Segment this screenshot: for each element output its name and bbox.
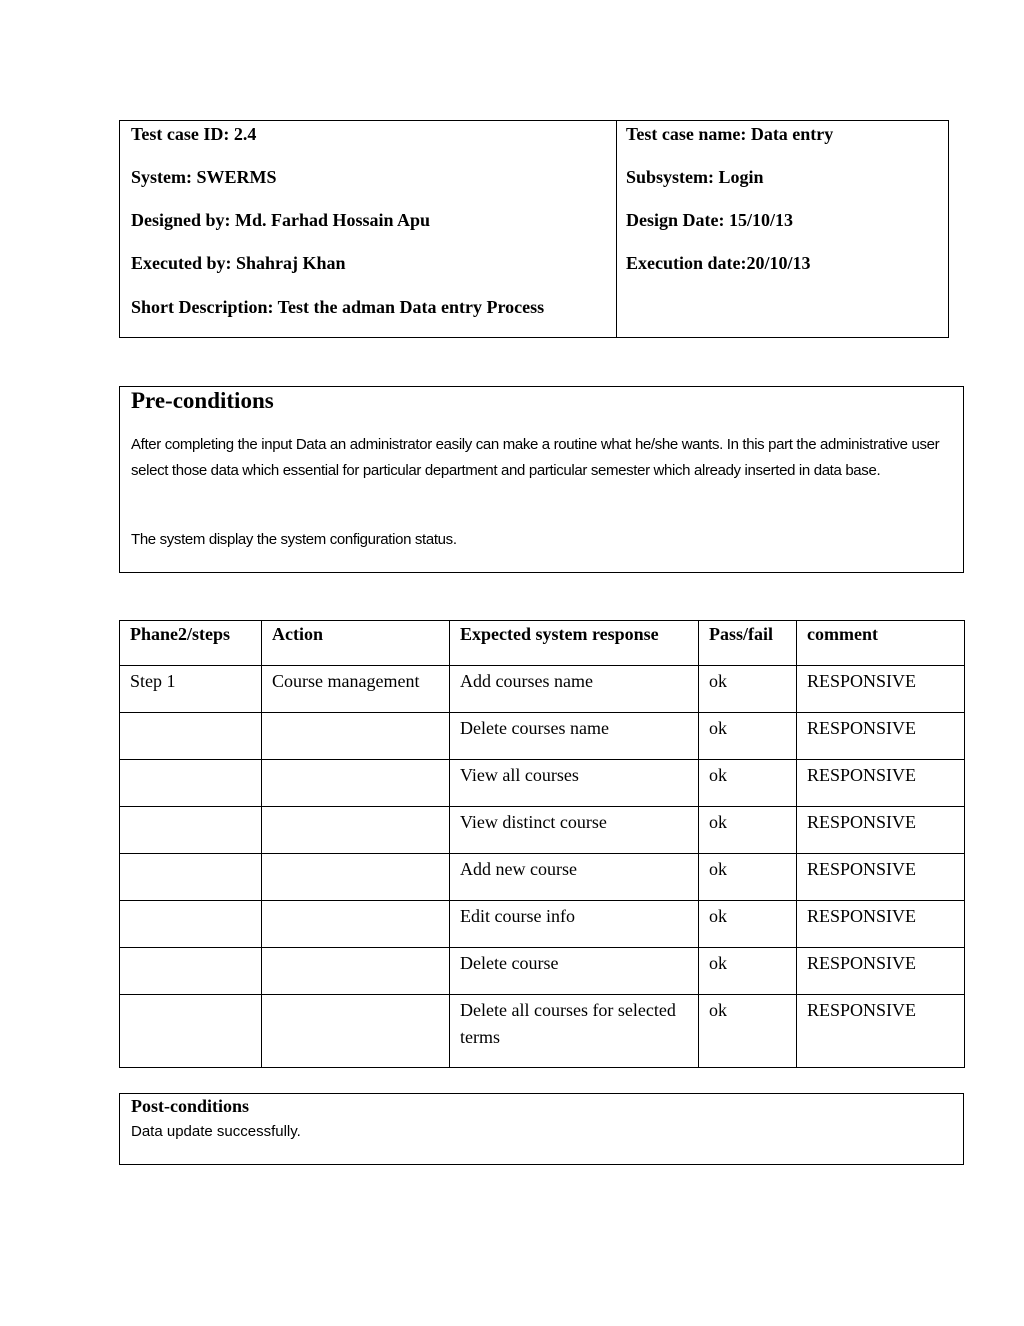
- postconditions-section: [119, 1093, 964, 1165]
- comment-cell: RESPONSIVE: [797, 666, 965, 713]
- execution-date: Execution date:20/10/13: [626, 253, 811, 273]
- table-row: [120, 995, 965, 1068]
- pass-fail-cell: ok: [699, 901, 797, 948]
- test-case-name: Test case name: Data entry: [626, 124, 834, 144]
- table-row: [120, 901, 965, 948]
- step-cell: [120, 995, 262, 1068]
- pass-fail-cell: ok: [699, 713, 797, 760]
- table-row: [120, 713, 965, 760]
- preconditions-paragraph: After completing the input Data an administrator easily can make a routine what he/she wants. In this part the administrative user select those data which essential for particular department and particular semester which already inserted in data base.: [131, 436, 940, 479]
- action-cell: [262, 995, 450, 1068]
- step-cell: [120, 760, 262, 807]
- action-cell: [262, 760, 450, 807]
- test-case-id: Test case ID: 2.4: [131, 124, 257, 144]
- designed-by: Designed by: Md. Farhad Hossain Apu: [131, 210, 431, 230]
- step-cell: [120, 713, 262, 760]
- step-cell: Step 1: [120, 666, 262, 713]
- expected-response-cell: Delete courses name: [450, 713, 699, 760]
- column-header-steps: Phane2/steps: [120, 621, 262, 666]
- column-header-action: Action: [262, 621, 450, 666]
- table-row: [120, 948, 965, 995]
- pass-fail-cell: ok: [699, 854, 797, 901]
- pass-fail-cell: ok: [699, 807, 797, 854]
- table-header-row: [120, 621, 965, 666]
- expected-response-cell: Delete all courses for selected terms: [450, 995, 699, 1068]
- executed-by: Executed by: Shahraj Khan: [131, 253, 346, 273]
- postconditions-title: Post-conditions: [131, 1096, 250, 1116]
- table-row: [120, 807, 965, 854]
- action-cell: [262, 901, 450, 948]
- comment-cell: RESPONSIVE: [797, 948, 965, 995]
- expected-response-cell: Add courses name: [450, 666, 699, 713]
- comment-cell: RESPONSIVE: [797, 995, 965, 1068]
- comment-cell: RESPONSIVE: [797, 807, 965, 854]
- pass-fail-cell: ok: [699, 995, 797, 1068]
- comment-cell: RESPONSIVE: [797, 760, 965, 807]
- expected-response-cell: Edit course info: [450, 901, 699, 948]
- action-cell: [262, 713, 450, 760]
- expected-response-cell: View distinct course: [450, 807, 699, 854]
- column-header-expected-response: Expected system response: [450, 621, 699, 666]
- comment-cell: RESPONSIVE: [797, 854, 965, 901]
- column-header-pass-fail: Pass/fail: [699, 621, 797, 666]
- table-row: [120, 760, 965, 807]
- test-case-header: [119, 120, 949, 338]
- table-row: [120, 666, 965, 713]
- action-cell: [262, 948, 450, 995]
- action-cell: Course management: [262, 666, 450, 713]
- step-cell: [120, 807, 262, 854]
- preconditions-title: Pre-conditions: [131, 388, 274, 413]
- system-name: System: SWERMS: [131, 167, 277, 187]
- expected-response-cell: Add new course: [450, 854, 699, 901]
- expected-response-cell: Delete course: [450, 948, 699, 995]
- column-header-comment: comment: [797, 621, 965, 666]
- pass-fail-cell: ok: [699, 666, 797, 713]
- action-cell: [262, 854, 450, 901]
- preconditions-section: [119, 386, 964, 573]
- design-date: Design Date: 15/10/13: [626, 210, 793, 230]
- preconditions-paragraph: The system display the system configuration status.: [131, 531, 457, 548]
- action-cell: [262, 807, 450, 854]
- step-cell: [120, 901, 262, 948]
- comment-cell: RESPONSIVE: [797, 713, 965, 760]
- short-description: Short Description: Test the adman Data entry Process: [131, 297, 545, 317]
- pass-fail-cell: ok: [699, 948, 797, 995]
- subsystem: Subsystem: Login: [626, 167, 764, 187]
- step-cell: [120, 948, 262, 995]
- table-row: [120, 854, 965, 901]
- step-cell: [120, 854, 262, 901]
- expected-response-cell: View all courses: [450, 760, 699, 807]
- pass-fail-cell: ok: [699, 760, 797, 807]
- comment-cell: RESPONSIVE: [797, 901, 965, 948]
- postconditions-text: Data update successfully.: [131, 1123, 301, 1140]
- test-steps-table: [119, 620, 965, 1068]
- column-divider: [616, 121, 617, 337]
